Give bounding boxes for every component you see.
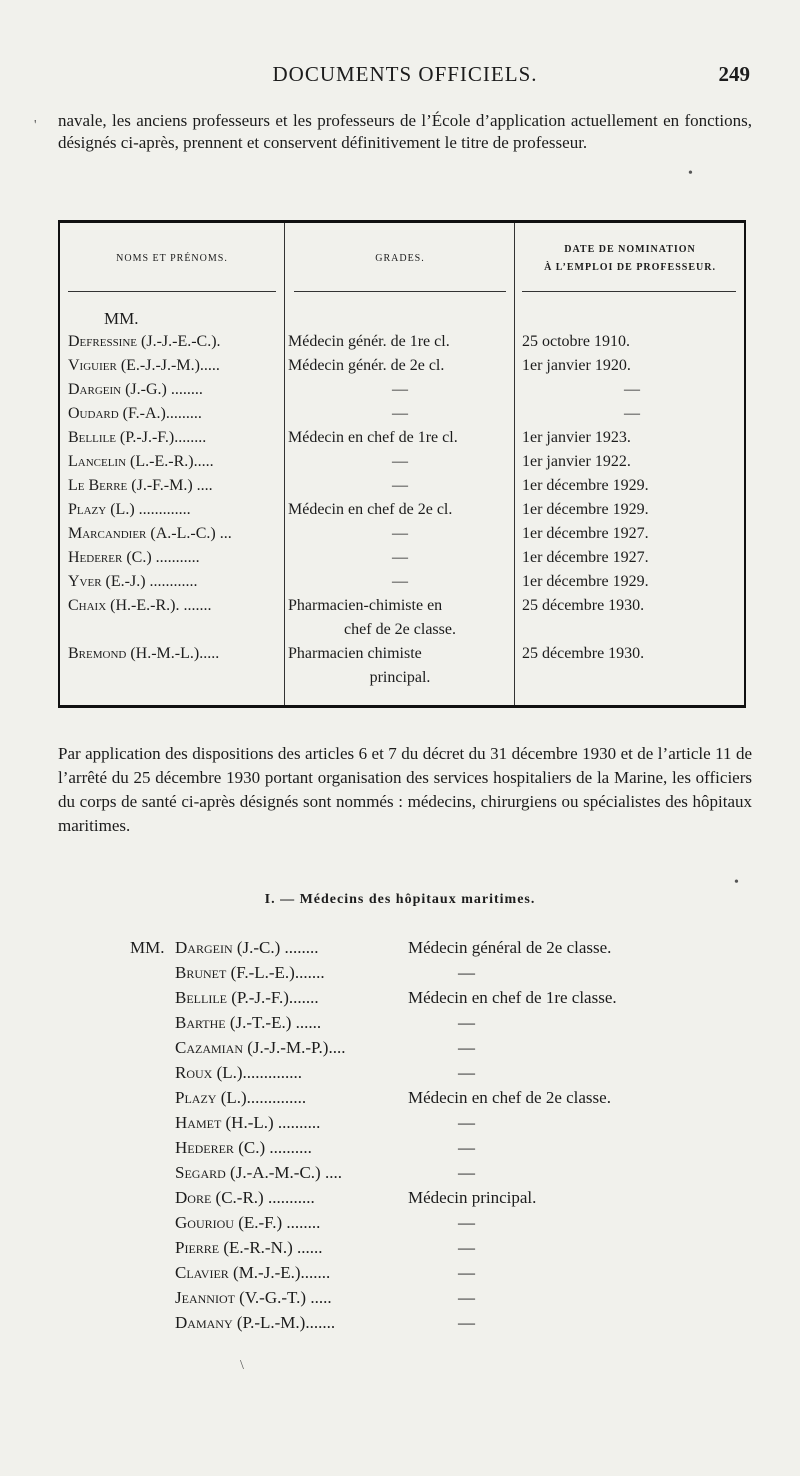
header-rule [522, 291, 736, 292]
row-grade: Médecin en chef de 1re cl. [288, 429, 458, 446]
list-item [130, 1288, 770, 1313]
row-date: 1er décembre 1929. [522, 501, 649, 518]
list-item-grade: — [458, 1238, 475, 1257]
intro-paragraph: navale, les anciens professeurs et les professeurs de l’École d’application actuellement en fonctions, désignés ci-après, prennent et conservent définitivement le titre de professeur. [58, 111, 752, 152]
table-row [60, 405, 744, 429]
row-grade: — [392, 525, 408, 542]
appointments-list [130, 938, 770, 1338]
list-item [130, 1113, 770, 1138]
list-item-name: Hamet (H.-L.) .......... [175, 1113, 321, 1132]
list-item-name: Cazamian (J.-J.-M.-P.).... [175, 1038, 346, 1057]
row-name: Yver (E.-J.) ............ [68, 573, 198, 590]
table-row [60, 501, 744, 525]
row-grade: Médecin génér. de 1re cl. [288, 333, 450, 350]
list-item-grade: Médecin général de 2e classe. [408, 938, 612, 957]
list-item-name: Dargein (J.-C.) ........ [175, 938, 319, 957]
list-item-grade: — [458, 1013, 475, 1032]
list-mm-label: MM. [130, 938, 165, 957]
row-date: 1er décembre 1929. [522, 477, 649, 494]
row-date: — [624, 405, 640, 422]
row-name: Bremond (H.-M.-L.)..... [68, 645, 220, 662]
list-item [130, 1088, 770, 1113]
list-item-name: Pierre (E.-R.-N.) ...... [175, 1238, 323, 1257]
row-grade: — [392, 477, 408, 494]
margin-mark: • [688, 166, 693, 181]
list-item-name: Clavier (M.-J.-E.)....... [175, 1263, 331, 1282]
list-item-name: Jeanniot (V.-G.-T.) ..... [175, 1288, 332, 1307]
professors-table [58, 220, 746, 708]
row-date: 1er janvier 1923. [522, 429, 631, 446]
row-name: Le Berre (J.-F.-M.) .... [68, 477, 213, 494]
running-title: DOCUMENTS OFFICIELS. [272, 62, 538, 86]
list-item [130, 1188, 770, 1213]
row-date: 25 décembre 1930. [522, 597, 645, 614]
table-row [60, 597, 744, 621]
running-head [60, 62, 750, 96]
list-item-grade: — [458, 1038, 475, 1057]
header-names: NOMS ET PRÉNOMS. [116, 253, 228, 264]
row-name: Viguier (E.-J.-J.-M.)..... [68, 357, 220, 374]
page-number: 249 [718, 62, 750, 86]
list-item-grade: Médecin en chef de 2e classe. [408, 1088, 611, 1107]
list-item-name: Barthe (J.-T.-E.) ...... [175, 1013, 322, 1032]
table-row [60, 381, 744, 405]
list-item-grade: — [458, 1138, 475, 1157]
table-row [60, 429, 744, 453]
row-name: Oudard (F.-A.)......... [68, 405, 202, 422]
list-item-grade: — [458, 1263, 475, 1282]
table-row [60, 357, 744, 381]
row-name: Defressine (J.-J.-E.-C.). [68, 333, 221, 350]
row-grade: Pharmacien chimiste [288, 645, 422, 662]
row-grade: — [392, 381, 408, 398]
row-grade: — [392, 453, 408, 470]
list-item [130, 938, 770, 963]
table-row [60, 549, 744, 573]
list-item-name: Bellile (P.-J.-F.)....... [175, 988, 319, 1007]
list-item-grade: — [458, 1113, 475, 1132]
list-item-name: Dore (C.-R.) ........... [175, 1188, 315, 1207]
list-item-grade: Médecin principal. [408, 1188, 537, 1207]
header-date-line2: À L’EMPLOI DE PROFESSEUR. [544, 262, 716, 273]
list-item-name: Segard (J.-A.-M.-C.) .... [175, 1163, 342, 1182]
list-item [130, 1263, 770, 1288]
row-grade: — [392, 405, 408, 422]
table-row [60, 333, 744, 357]
list-item-grade: — [458, 963, 475, 982]
list-item-grade: — [458, 1063, 475, 1082]
list-item [130, 1138, 770, 1163]
table-row [60, 621, 744, 645]
list-item-grade: Médecin en chef de 1re classe. [408, 988, 617, 1007]
row-date: 1er décembre 1927. [522, 549, 649, 566]
row-date: 1er décembre 1929. [522, 573, 649, 590]
row-grade: Médecin en chef de 2e cl. [288, 501, 453, 518]
table-row [60, 477, 744, 501]
list-item-name: Brunet (F.-L.-E.)....... [175, 963, 325, 982]
row-date: 1er janvier 1920. [522, 357, 631, 374]
margin-mark: • [734, 875, 739, 890]
list-item-grade: — [458, 1163, 475, 1182]
margin-mark: ' [34, 118, 37, 133]
list-item [130, 1063, 770, 1088]
margin-mark: \ [240, 1358, 244, 1373]
header-grades: GRADES. [375, 253, 425, 264]
row-name: Marcandier (A.-L.-C.) ... [68, 525, 232, 542]
list-item-name: Damany (P.-L.-M.)....... [175, 1313, 336, 1332]
row-grade: chef de 2e classe. [344, 621, 456, 638]
row-grade: principal. [369, 669, 431, 686]
header-rule [294, 291, 506, 292]
table-row [60, 525, 744, 549]
list-item-name: Gouriou (E.-F.) ........ [175, 1213, 321, 1232]
row-name: Hederer (C.) ........... [68, 549, 200, 566]
row-date: — [624, 381, 640, 398]
header-date-line1: DATE DE NOMINATION [564, 244, 696, 255]
list-item [130, 988, 770, 1013]
header-date [516, 241, 744, 277]
table-mm-label: MM. [104, 309, 139, 328]
row-name: Chaix (H.-E.-R.). ....... [68, 597, 212, 614]
row-grade: Médecin génér. de 2e cl. [288, 357, 445, 374]
list-item [130, 1038, 770, 1063]
row-name: Dargein (J.-G.) ........ [68, 381, 203, 398]
row-grade: — [392, 549, 408, 566]
list-item-grade: — [458, 1288, 475, 1307]
list-item [130, 1013, 770, 1038]
list-item-name: Plazy (L.).............. [175, 1088, 307, 1107]
table-row [60, 453, 744, 477]
application-paragraph: Par application des dispositions des articles 6 et 7 du décret du 31 décembre 1930 et de l’article 11 de l’arrêté du 25 décembre 1930 portant organisation des services hospitaliers de la Marine, les officiers du corps de santé ci-après désignés sont nommés : médecins, chirurgiens ou spécialistes des hôpitaux maritimes. [58, 744, 752, 835]
row-grade: Pharmacien-chimiste en [288, 597, 443, 614]
list-item [130, 1238, 770, 1263]
row-grade: — [392, 573, 408, 590]
row-date: 25 décembre 1930. [522, 645, 645, 662]
section-heading: I. — Médecins des hôpitaux maritimes. [264, 892, 536, 907]
list-item-grade: — [458, 1313, 475, 1332]
table-row [60, 669, 744, 693]
row-name: Plazy (L.) ............. [68, 501, 191, 518]
list-item [130, 963, 770, 988]
row-date: 1er décembre 1927. [522, 525, 649, 542]
list-item [130, 1163, 770, 1188]
row-date: 25 octobre 1910. [522, 333, 630, 350]
table-row [60, 573, 744, 597]
list-item-name: Hederer (C.) .......... [175, 1138, 312, 1157]
table-row [60, 645, 744, 669]
list-item [130, 1313, 770, 1338]
list-item [130, 1213, 770, 1238]
row-date: 1er janvier 1922. [522, 453, 631, 470]
row-name: Bellile (P.-J.-F.)........ [68, 429, 207, 446]
list-item-grade: — [458, 1213, 475, 1232]
header-rule [68, 291, 276, 292]
list-item-name: Roux (L.).............. [175, 1063, 303, 1082]
row-name: Lancelin (L.-E.-R.)..... [68, 453, 214, 470]
